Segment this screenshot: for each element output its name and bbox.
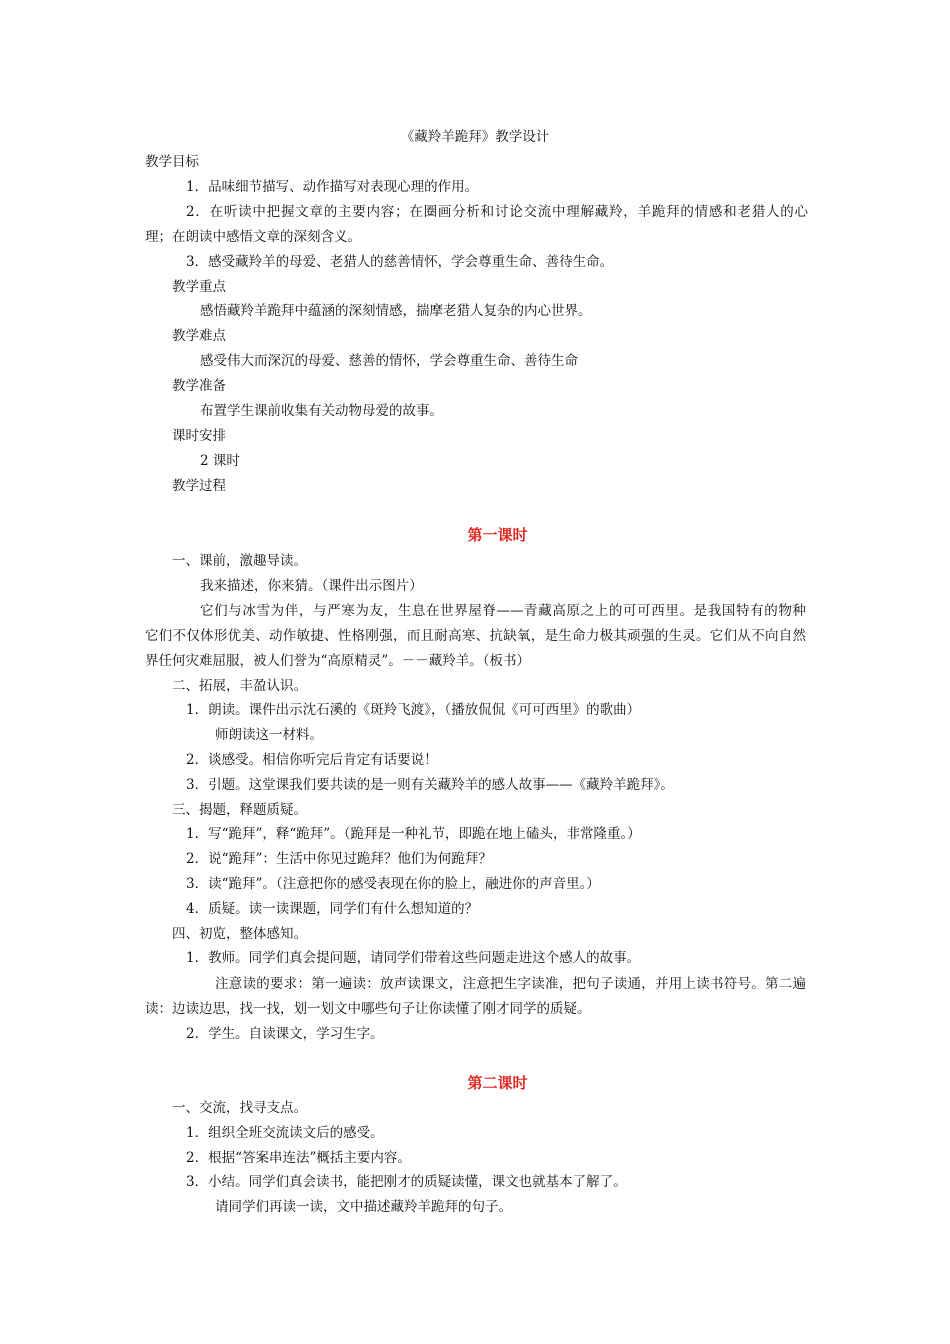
lesson-1-section-3-item-2: 2．说“跪拜”：生活中你见过跪拜？他们为何跪拜？: [186, 851, 492, 867]
lesson-1-section-4-item-1-line-1: 注意读的要求：第一遍读：放声读课文，注意把生字读准，把句子读通，并用上读书符号。第二遍: [215, 976, 806, 992]
lesson-1-section-4-item-1: 1．教师。同学们真会提问题，请同学们带着这些问题走进这个感人的故事。: [186, 950, 641, 966]
lesson-2-section-1-item-1: 1．组织全班交流读文后的感受。: [186, 1125, 384, 1141]
lesson-1-section-4-item-2: 2．学生。自读课文，学习生字。: [186, 1026, 384, 1042]
lesson-1-section-3-item-4: 4．质疑。读一读课题，同学们有什么想知道的？: [186, 901, 479, 917]
objective-2-line-1: 2．在听读中把握文章的主要内容；在圈画分析和讨论交流中理解藏羚，羊跪拜的情感和老猎人的心: [186, 204, 808, 220]
lesson-2-heading: 第二课时: [467, 1074, 528, 1092]
lesson-1-section-2-item-3: 3．引题。这堂课我们要共读的是一则有关藏羚羊的感人故事——《藏羚羊跪拜》。: [186, 777, 674, 793]
document-title: 《藏羚羊跪拜》教学设计: [400, 129, 550, 145]
focus-heading: 教学重点: [172, 279, 226, 295]
objective-3: 3．感受藏羚羊的母爱、老猎人的慈善情怀，学会尊重生命、善待生命。: [186, 254, 614, 270]
lesson-1-section-1-para-2-line-1: 它们与冰雪为伴，与严寒为友，生息在世界屋脊——青藏高原之上的可可西里。是我国特有的物种: [200, 603, 806, 619]
lesson-1-section-1: 一、课前，激趣导读。: [172, 553, 307, 569]
lesson-1-section-3-item-1: 1．写“跪拜”，释“跪拜”。（跪拜是一种礼节，即跪在地上磕头，非常隆重。）: [186, 826, 641, 842]
lesson-1-section-1-para-2-line-2: 它们不仅体形优美、动作敏捷、性格刚强，而且耐高寒、抗缺氧，是生命力极其顽强的生灵。它们从不向自然: [145, 628, 806, 644]
lesson-1-section-1-para-1: 我来描述，你来猜。（课件出示图片）: [200, 578, 423, 594]
lesson-1-section-2-item-1-note: 师朗读这一材料。: [215, 727, 323, 743]
preparation-text: 布置学生课前收集有关动物母爱的故事。: [200, 403, 443, 419]
difficulty-heading: 教学难点: [172, 328, 226, 344]
lesson-1-section-2-item-2: 2．谈感受。相信你听完后肯定有话要说！: [186, 752, 438, 768]
lesson-1-section-1-para-2-line-3: 界任何灾难屈服，被人们誉为“高原精灵”。－－藏羚羊。（板书）: [145, 653, 531, 669]
lesson-1-section-4-item-1-line-2: 读：边读边思，找一找，划一划文中哪些句子让你读懂了刚才同学的质疑。: [145, 1001, 591, 1017]
lesson-2-section-1-item-2: 2．根据“答案串连法”概括主要内容。: [186, 1150, 411, 1166]
schedule-heading: 课时安排: [172, 428, 226, 444]
lesson-2-section-1-item-3-note: 请同学们再读一读，文中描述藏羚羊跪拜的句子。: [215, 1199, 512, 1215]
objective-2-line-2: 理；在朗读中感悟文章的深刻含义。: [145, 229, 361, 245]
difficulty-text: 感受伟大而深沉的母爱、慈善的情怀，学会尊重生命、善待生命: [200, 353, 578, 369]
focus-text: 感悟藏羚羊跪拜中蕴涵的深刻情感，揣摩老猎人复杂的内心世界。: [200, 303, 592, 319]
lesson-1-section-3: 三、揭题，释题质疑。: [172, 802, 307, 818]
lesson-1-heading: 第一课时: [467, 526, 528, 544]
lesson-2-section-1-item-3: 3．小结。同学们真会读书，能把刚才的质疑读懂，课文也就基本了解了。: [186, 1174, 627, 1190]
lesson-1-section-4: 四、初览，整体感知。: [172, 926, 307, 942]
process-heading: 教学过程: [172, 478, 226, 494]
objective-1: 1．品味细节描写、动作描写对表现心理的作用。: [186, 179, 479, 195]
lesson-1-section-3-item-3: 3．读“跪拜”。（注意把你的感受表现在你的脸上，融进你的声音里。）: [186, 876, 600, 892]
lesson-2-section-1: 一、交流，找寻支点。: [172, 1100, 307, 1116]
preparation-heading: 教学准备: [172, 378, 226, 394]
lesson-1-section-2-item-1: 1．朗读。课件出示沈石溪的《斑羚飞渡》，（播放侃侃《可可西里》的歌曲）: [186, 702, 641, 718]
objectives-heading: 教学目标: [145, 154, 199, 170]
lesson-1-section-2: 二、拓展，丰盈认识。: [172, 678, 307, 694]
schedule-text: 2 课时: [200, 453, 240, 469]
